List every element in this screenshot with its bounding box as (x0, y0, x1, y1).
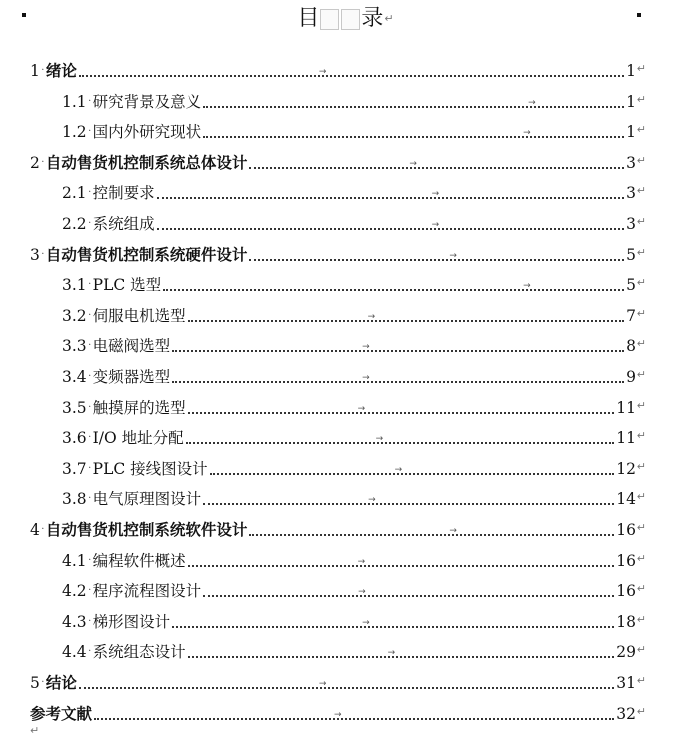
space-dot-mark: · (88, 218, 92, 229)
space-dot-mark: · (88, 462, 92, 474)
toc-entry-label: PLC 接线图设计 (92, 459, 208, 478)
space-dot-mark: · (88, 646, 92, 658)
toc-dot-leader (172, 342, 624, 353)
toc-entry-number: 3.1 (62, 276, 87, 295)
toc-dot-leader (79, 67, 624, 77)
toc-entry-number: 4.1 (62, 551, 87, 570)
toc-entry[interactable] (62, 82, 646, 112)
toc-dot-leader (188, 648, 615, 659)
tab-arrow-icon: → (357, 403, 366, 414)
toc-title (0, 2, 691, 36)
toc-dot-leader (249, 526, 614, 536)
toc-entry-number: 4.3 (62, 612, 87, 631)
toc-entry-label: 绪论 (45, 62, 77, 80)
toc-entry-label: 自动售货机控制系统硬件设计 (45, 245, 248, 264)
title-space-box (341, 9, 360, 30)
toc-entry-page-number: 7 (626, 306, 636, 325)
toc-entry[interactable] (62, 296, 646, 326)
toc-dot-leader (186, 434, 615, 445)
space-dot-mark: · (41, 677, 45, 688)
paragraph-mark-icon: ↵ (636, 306, 646, 320)
space-dot-mark: · (88, 187, 92, 199)
title-space-box (320, 9, 339, 30)
space-dot-mark: · (41, 156, 45, 168)
tab-arrow-icon: → (449, 526, 457, 536)
toc-entry[interactable] (62, 449, 646, 479)
toc-dot-leader (172, 373, 624, 383)
toc-dot-leader (249, 250, 624, 261)
paragraph-mark-icon: ↵ (636, 337, 646, 351)
toc-entry-page-number: 32 (616, 704, 636, 723)
toc-entry-page-number: 16 (616, 551, 636, 570)
toc-entry-page-number: 3 (626, 184, 636, 203)
toc-entry-page-number: 1 (626, 92, 636, 111)
toc-entry-page-number: 12 (616, 459, 636, 478)
toc-entry-number: 4.4 (62, 643, 87, 662)
toc-entry[interactable] (30, 51, 646, 81)
paragraph-mark-icon: ↵ (384, 12, 394, 25)
tab-arrow-icon: → (362, 342, 370, 353)
toc-entry-label: 触摸屏的选型 (92, 398, 186, 417)
paragraph-mark-icon: ↵ (636, 429, 646, 443)
toc-entry-page-number: 29 (616, 643, 636, 662)
toc-entry[interactable] (30, 694, 646, 724)
space-dot-mark: · (88, 554, 92, 566)
toc-entry-number: 2.1 (62, 184, 87, 203)
toc-entry-label: 参考文献 (30, 704, 93, 723)
toc-dot-leader (188, 311, 624, 322)
tab-arrow-icon: → (409, 158, 417, 169)
toc-entry[interactable] (62, 541, 646, 571)
space-dot-mark: · (41, 65, 45, 76)
paragraph-mark-icon: ↵ (636, 643, 646, 657)
space-dot-mark: · (88, 432, 92, 444)
toc-entry-page-number: 11 (616, 429, 636, 448)
toc-entry-number: 3.7 (62, 459, 87, 478)
tab-arrow-icon: → (368, 495, 376, 506)
paragraph-mark-icon: ↵ (636, 521, 646, 534)
space-dot-mark: · (88, 95, 92, 107)
toc-entry[interactable] (62, 388, 646, 418)
tab-arrow-icon: → (523, 281, 531, 292)
toc-dot-leader (94, 709, 614, 720)
toc-entry-number: 3.5 (62, 398, 87, 417)
paragraph-mark-icon: ↵ (636, 153, 646, 167)
toc-entry-label: 自动售货机控制系统软件设计 (45, 521, 248, 539)
toc-entry-number: 3.6 (62, 429, 87, 448)
toc-entry-number: 2 (30, 153, 40, 172)
paragraph-mark-icon: ↵ (636, 368, 646, 381)
paragraph-mark-icon: ↵ (636, 551, 646, 565)
toc-dot-leader (188, 556, 615, 567)
toc-entry[interactable] (62, 326, 646, 356)
toc-entry-page-number: 31 (616, 674, 636, 692)
toc-entry[interactable] (62, 632, 646, 662)
toc-entry-label: 变频器选型 (92, 368, 171, 386)
toc-entry-label: 控制要求 (92, 184, 155, 203)
toc-entry-page-number: 18 (616, 612, 636, 631)
tab-arrow-icon: → (375, 434, 384, 445)
paragraph-mark-icon: ↵ (636, 490, 646, 504)
toc-entry[interactable] (62, 265, 646, 295)
toc-dot-leader (249, 158, 624, 169)
toc-entry-number: 3 (30, 245, 40, 264)
toc-dot-leader (79, 679, 614, 689)
paragraph-mark-icon: ↵ (636, 674, 646, 687)
toc-entry-page-number: 9 (626, 368, 636, 386)
paragraph-mark-icon: ↵ (636, 276, 646, 290)
tab-arrow-icon: → (367, 311, 376, 322)
toc-entry-label: 编程软件概述 (92, 551, 186, 570)
paragraph-mark-icon: ↵ (636, 459, 646, 473)
tab-arrow-icon: → (318, 679, 327, 689)
toc-entry[interactable] (62, 571, 646, 601)
toc-entry-label: 电磁阀选型 (92, 337, 171, 356)
paragraph-mark-icon: ↵ (636, 612, 646, 626)
toc-dot-leader (157, 189, 624, 200)
tab-arrow-icon: → (431, 189, 440, 200)
toc-entry-number: 3.8 (62, 490, 87, 509)
toc-entry-label: 梯形图设计 (92, 612, 171, 631)
toc-entry-page-number: 16 (616, 521, 636, 539)
toc-entry-number: 3.4 (62, 368, 87, 386)
tab-arrow-icon: → (318, 67, 327, 77)
toc-dot-leader (203, 587, 614, 598)
space-dot-mark: · (88, 585, 92, 597)
paragraph-mark-icon: ↵ (636, 704, 646, 718)
paragraph-mark-icon: ↵ (636, 245, 646, 259)
toc-dot-leader (157, 220, 624, 230)
toc-entry-label: 伺服电机选型 (92, 306, 186, 325)
toc-entry-number: 2.2 (62, 215, 87, 233)
toc-entry-label: 系统组成 (92, 215, 155, 233)
tab-arrow-icon: → (358, 587, 366, 598)
toc-entry-number: 3.3 (62, 337, 87, 356)
paragraph-mark-icon: ↵ (636, 123, 646, 137)
paragraph-mark-icon: ↵ (636, 92, 646, 106)
title-char-left: 目 (297, 6, 320, 31)
space-dot-mark: · (88, 493, 92, 505)
toc-entry-label: 程序流程图设计 (92, 582, 202, 601)
toc-entry-label: PLC 选型 (92, 276, 162, 295)
space-dot-mark: · (88, 371, 92, 382)
toc-entry-label: 国内外研究现状 (92, 123, 202, 142)
toc-entry[interactable] (62, 357, 646, 387)
toc-entry-page-number: 3 (626, 153, 636, 172)
tab-arrow-icon: → (431, 220, 440, 230)
toc-dot-leader (210, 464, 615, 475)
toc-entry[interactable] (62, 204, 646, 234)
toc-entry-page-number: 3 (626, 215, 636, 233)
tab-arrow-icon: → (387, 648, 396, 659)
toc-entry[interactable] (62, 479, 646, 509)
toc-entry[interactable] (62, 173, 646, 203)
toc-entry[interactable] (62, 112, 646, 142)
space-dot-mark: · (88, 340, 92, 352)
space-dot-mark: · (88, 309, 92, 321)
tab-arrow-icon: → (528, 97, 536, 108)
toc-dot-leader (203, 128, 624, 139)
paragraph-mark-icon: ↵ (636, 398, 646, 412)
paragraph-mark-icon: ↵ (636, 184, 646, 198)
toc-dot-leader (203, 495, 614, 506)
toc-entry-label: 结论 (45, 674, 77, 692)
toc-entry[interactable] (62, 418, 646, 448)
toc-entry-number: 1.2 (62, 123, 87, 142)
title-char-right: 录 (361, 6, 384, 31)
toc-dot-leader (203, 97, 624, 108)
space-dot-mark: · (88, 615, 92, 627)
toc-entry-number: 4.2 (62, 582, 87, 601)
tab-arrow-icon: → (362, 373, 370, 383)
toc-entry[interactable] (30, 143, 646, 173)
tab-arrow-icon: → (523, 128, 531, 139)
tab-arrow-icon: → (362, 617, 370, 628)
toc-entry-number: 3.2 (62, 306, 87, 325)
toc-entry-page-number: 5 (626, 245, 636, 264)
paragraph-mark-icon: ↵ (636, 62, 646, 75)
toc-entry-page-number: 1 (626, 62, 636, 80)
toc-entry-label: 自动售货机控制系统总体设计 (45, 153, 248, 172)
paragraph-mark-icon: ↵ (636, 215, 646, 228)
toc-entry-label: I/O 地址分配 (92, 429, 184, 448)
space-dot-mark: · (88, 401, 92, 413)
tab-arrow-icon: → (334, 709, 342, 720)
space-dot-mark: · (88, 279, 92, 291)
toc-entry-label: 系统组态设计 (92, 643, 186, 662)
toc-entry-number: 4 (30, 521, 40, 539)
toc-entry-page-number: 5 (626, 276, 636, 295)
toc-entry[interactable] (30, 235, 646, 265)
toc-entry[interactable] (30, 663, 646, 693)
toc-dot-leader (172, 617, 614, 628)
paragraph-mark-icon: ↵ (636, 582, 646, 596)
space-dot-mark: · (88, 126, 92, 138)
toc-entry-number: 1.1 (62, 92, 87, 111)
toc-entry-number: 1 (30, 62, 40, 80)
space-dot-mark: · (41, 524, 45, 535)
toc-entry-page-number: 11 (616, 398, 636, 417)
space-dot-mark: · (41, 248, 45, 260)
toc-entry-number: 5 (30, 674, 40, 692)
toc-dot-leader (188, 403, 615, 414)
toc-entry-page-number: 14 (616, 490, 636, 509)
toc-entry-page-number: 16 (616, 582, 636, 601)
toc-entry-page-number: 8 (626, 337, 636, 356)
toc-entry-label: 研究背景及意义 (92, 92, 202, 111)
toc-dot-leader (163, 281, 624, 292)
tab-arrow-icon: → (357, 556, 366, 567)
toc-entry[interactable] (62, 602, 646, 632)
paragraph-mark-icon: ↵ (30, 724, 40, 737)
toc-entry-label: 电气原理图设计 (92, 490, 202, 509)
tab-arrow-icon: → (394, 464, 403, 475)
toc-entry-page-number: 1 (626, 123, 636, 142)
tab-arrow-icon: → (449, 250, 457, 261)
toc-entry[interactable] (30, 510, 646, 540)
